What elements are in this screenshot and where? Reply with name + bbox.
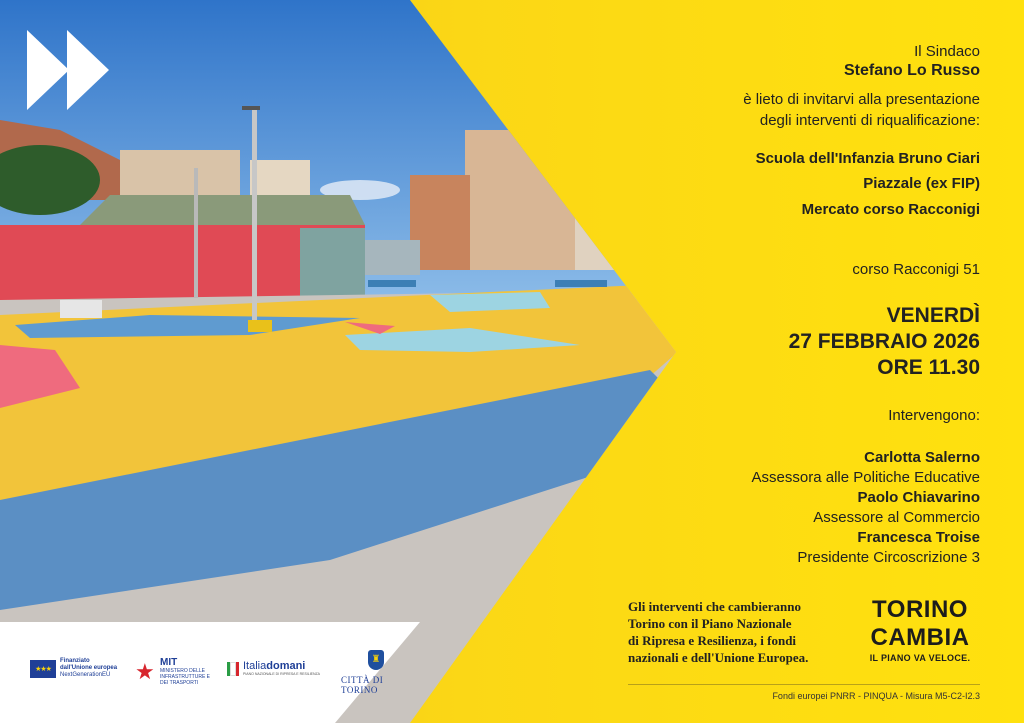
mit-star-icon: ★ [135,659,155,684]
fast-forward-icon [27,30,111,110]
brand-line-1: TORINO [872,596,968,623]
italia-flag-icon [227,662,239,676]
pnrr-line: Gli interventi che cambieranno [628,599,801,614]
pnrr-line: nazionali e dell'Unione Europea. [628,650,809,665]
citta-di-torino-logo [341,650,411,695]
torino-name: CITTÀ DI TORINO [341,675,384,695]
italia-domani-logo [227,661,320,677]
invite-line-1: è lieto di invitarvi alla presentazione [743,91,980,108]
sindaco-label: Il Sindaco [914,43,980,60]
speaker-role: Presidente Circoscrizione 3 [797,549,980,566]
invite-line-2: degli interventi di riqualificazione: [759,112,980,129]
speaker-name: Paolo Chiavarino [857,489,980,506]
eu-logo [30,658,126,679]
speaker-role: Assessora alle Politiche Educative [751,469,980,486]
place-item: Mercato corso Racconigi [801,201,980,218]
speaker-name: Carlotta Salerno [864,449,980,466]
speaker-role: Assessore al Commercio [813,509,980,526]
event-date: 27 FEBBRAIO 2026 [788,330,980,353]
eu-flag-icon: ★★★ [30,660,56,678]
pnrr-line: di Ripresa e Resilienza, i fondi [628,633,797,648]
italia-b: domani [266,660,306,672]
torino-cambia-brand [858,596,982,663]
eu-line2: dall'Unione europea [60,665,118,671]
event-day: VENERDÌ [886,304,980,327]
brand-line-2: CAMBIA [870,624,970,651]
sindaco-name: Stefano Lo Russo [843,62,980,79]
eu-line3: NextGenerationEU [60,672,111,678]
torino-crest-icon: ♜ [368,650,384,670]
event-time: ORE 11.30 [877,356,980,379]
italia-a: Italia [243,660,267,672]
speakers-label: Intervengono: [888,407,980,424]
mit-title: MIT [160,657,178,668]
pnrr-paragraph [628,598,842,666]
funding-footnote: Fondi europei PNRR - PINQUA - Misura M5-C2-I2.3 [772,691,980,701]
italia-sub: PIANO NAZIONALE DI RIPRESA E RESILIENZA [243,672,321,676]
speaker-name: Francesca Troise [857,529,980,546]
mit-logo [135,658,212,686]
divider [628,684,980,685]
pnrr-line: Torino con il Piano Nazionale [628,616,792,631]
event-address: corso Racconigi 51 [852,261,980,278]
place-item: Scuola dell'Infanzia Bruno Ciari [755,150,980,167]
eu-line1: Finanziato [60,658,90,664]
place-item: Piazzale (ex FIP) [863,175,980,192]
mit-sub: MINISTERO DELLE INFRASTRUTTURE E DEI TRASPORTI [160,668,210,686]
brand-tagline: IL PIANO VA VELOCE. [869,653,971,663]
